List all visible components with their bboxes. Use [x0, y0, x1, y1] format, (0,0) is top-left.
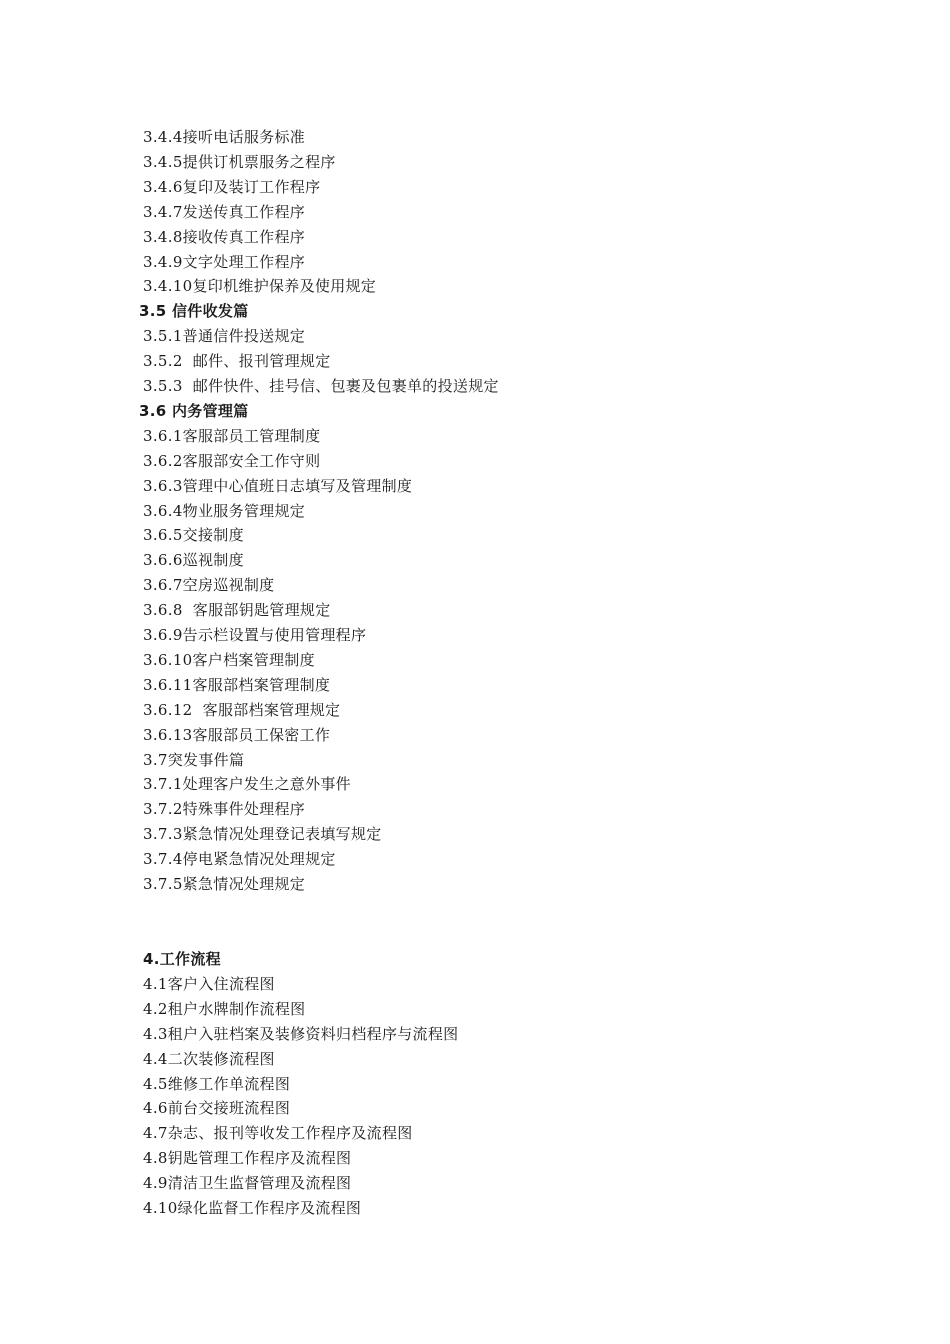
toc-entry: 3.6.13客服部员工保密工作 — [143, 725, 331, 744]
toc-entry: 3.6.1客服部员工管理制度 — [143, 426, 321, 445]
toc-entry: 3.5.3 邮件快件、挂号信、包裹及包裹单的投送规定 — [143, 377, 499, 395]
toc-entry: 4.4二次装修流程图 — [143, 1049, 275, 1068]
toc-entry: 3.7.4停电紧急情况处理规定 — [143, 850, 336, 869]
toc-entry: 4.7杂志、报刊等收发工作程序及流程图 — [143, 1124, 413, 1143]
toc-entry: 3.6.3管理中心值班日志填写及管理制度 — [143, 476, 413, 495]
toc-entry: 3.5.1普通信件投送规定 — [143, 327, 306, 346]
toc-entry: 3.6.8 客服部钥匙管理规定 — [143, 601, 331, 620]
toc-entry: 3.6.12 客服部档案管理规定 — [143, 700, 341, 719]
toc-entry: 3.6.2客服部安全工作守则 — [143, 451, 321, 470]
toc-entry: 3.6.7空房巡视制度 — [143, 576, 275, 595]
toc-entry: 4.3租户入驻档案及装修资料归档程序与流程图 — [143, 1024, 459, 1043]
toc-entry: 3.4.9文字处理工作程序 — [143, 252, 306, 271]
toc-entry: 3.6.11客服部档案管理制度 — [143, 675, 331, 694]
toc-entry: 4.5维修工作单流程图 — [143, 1074, 291, 1093]
toc-entry: 3.4.8接收传真工作程序 — [143, 227, 306, 246]
toc-entry: 3.6.4物业服务管理规定 — [143, 501, 306, 520]
toc-entry: 3.7.1处理客户发生之意外事件 — [143, 775, 351, 794]
toc-entry: 3.7.5紧急情况处理规定 — [143, 875, 306, 893]
toc-entry: 3.4.5提供订机票服务之程序 — [143, 152, 336, 171]
toc-entry: 3.4.4接听电话服务标准 — [143, 128, 306, 146]
toc-entry: 3.6.5交接制度 — [143, 526, 244, 545]
toc-entry: 3.7.3紧急情况处理登记表填写规定 — [143, 825, 382, 844]
toc-heading: 4.工作流程 — [143, 950, 221, 968]
toc-entry: 3.6.10客户档案管理制度 — [143, 650, 315, 669]
toc-entry: 3.6.6巡视制度 — [143, 551, 244, 570]
toc-entry: 4.8钥匙管理工作程序及流程图 — [143, 1149, 352, 1168]
toc-entry: 3.6.9告示栏设置与使用管理程序 — [143, 626, 367, 644]
toc-entry: 3.7.2特殊事件处理程序 — [143, 800, 306, 819]
toc-entry: 3.4.7发送传真工作程序 — [143, 202, 306, 221]
toc-entry: 4.2租户水牌制作流程图 — [143, 999, 306, 1018]
toc-entry: 3.7突发事件篇 — [143, 750, 245, 769]
toc-entry: 3.4.6复印及装订工作程序 — [143, 177, 321, 196]
toc-heading: 3.5 信件收发篇 — [139, 302, 249, 321]
toc-entry: 4.1客户入住流程图 — [143, 974, 275, 993]
toc-heading: 3.6 内务管理篇 — [139, 401, 249, 420]
toc-entry: 3.5.2 邮件、报刊管理规定 — [143, 352, 331, 371]
toc-entry: 4.6前台交接班流程图 — [143, 1099, 291, 1118]
toc-entry: 4.9清洁卫生监督管理及流程图 — [143, 1174, 352, 1193]
toc-entry: 4.10绿化监督工作程序及流程图 — [143, 1199, 362, 1217]
toc-entry: 3.4.10复印机维护保养及使用规定 — [143, 277, 377, 296]
